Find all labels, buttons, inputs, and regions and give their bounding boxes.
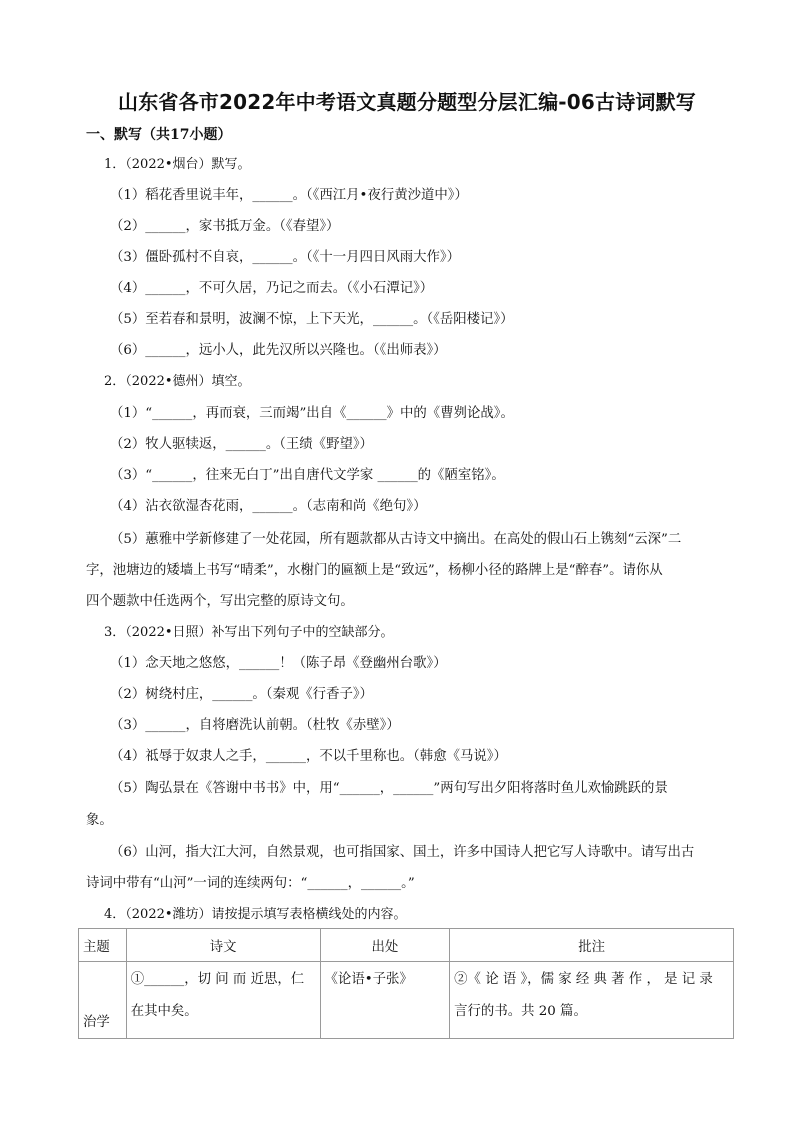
question-4-table	[78, 928, 734, 1039]
question-1-head: 1．（2022•烟台）默写。	[104, 157, 251, 172]
cell-source	[320, 962, 450, 1039]
q3-item-3: （3）______，自将磨洗认前朝。（杜牧《赤壁》）	[110, 718, 400, 733]
cell-poem-line-2: 在其中矣。	[130, 1004, 198, 1019]
cell-note-line-2: 言行的书。共 20 篇。	[454, 1004, 587, 1019]
q2-item-5-line-2: 字，池塘边的矮墙上书写“晴柔”，水榭门的匾额上是“致远”，杨柳小径的路牌上是“醉春”。请你从	[86, 563, 663, 578]
cell-poem	[126, 962, 320, 1039]
table-header-row	[79, 929, 734, 962]
q3-item-5-line-1: （5）陶弘景在《答谢中书书》中，用“______，______”两句写出夕阳将落时鱼儿欢愉跳跃的景	[110, 781, 668, 796]
cell-note-line-1: ②《 论 语 》，儒 家 经 典 著 作 ， 是 记 录	[454, 972, 713, 987]
table-row	[79, 962, 734, 1039]
q2-item-1: （1）“______，再而衰，三而竭”出自《______》中的《曹刿论战》。	[110, 406, 514, 421]
q2-item-5-line-1: （5）蕙雅中学新修建了一处花园，所有题款都从古诗文中摘出。在高处的假山石上镌刻“云深”二	[110, 532, 682, 547]
question-3-head: 3．（2022•日照）补写出下列句子中的空缺部分。	[104, 625, 394, 640]
q3-item-1: （1）念天地之悠悠，______！（陈子昂《登幽州台歌》）	[110, 656, 447, 671]
header-source: 出处	[320, 929, 450, 962]
header-topic: 主题	[79, 929, 127, 962]
cell-source-text: 《论语•子张》	[324, 972, 413, 987]
q3-item-6-line-2: 诗词中带有“山河”一词的连续两句：“______，______。”	[86, 876, 415, 891]
question-2-head: 2．（2022•德州）填空。	[104, 374, 251, 389]
q2-item-5-line-3: 四个题款中任选两个，写出完整的原诗文句。	[86, 594, 354, 609]
q3-item-6-line-1: （6）山河，指大江大河，自然景观，也可指国家、国土，许多中国诗人把它写人诗歌中。请写出古	[110, 845, 695, 860]
q1-item-1: （1）稻花香里说丰年，______。（《西江月•夜行黄沙道中》）	[110, 188, 468, 203]
section-heading: 一、默写（共17小题）	[86, 127, 232, 143]
q1-item-3: （3）僵卧孤村不自哀，______。（《十一月四日风雨大作》）	[110, 250, 460, 265]
q2-item-4: （4）沾衣欲湿杏花雨，______。（志南和尚《绝句》）	[110, 499, 427, 514]
q1-item-5: （5）至若春和景明，波澜不惊，上下天光，______。（《岳阳楼记》）	[110, 312, 514, 327]
cell-topic: 治学	[79, 962, 127, 1039]
cell-poem-line-1: ①______，切 问 而 近思，仁	[130, 972, 305, 987]
q3-item-2: （2）树绕村庄，______。（秦观《行香子》）	[110, 687, 373, 702]
q2-item-3: （3）“______，往来无白丁”出自唐代文学家 ______的《陋室铭》。	[110, 468, 505, 483]
q1-item-6: （6）______，远小人，此先汉所以兴隆也。（《出师表》）	[110, 343, 447, 358]
question-4-head: 4．（2022•潍坊）请按提示填写表格横线处的内容。	[104, 907, 407, 922]
header-poem: 诗文	[126, 929, 320, 962]
q3-item-5-line-2: 象。	[86, 813, 113, 828]
header-note: 批注	[450, 929, 734, 962]
cell-note	[450, 962, 734, 1039]
q2-item-2: （2）牧人驱犊返，______。（王绩《野望》）	[110, 437, 373, 452]
q3-item-4: （4）祗辱于奴隶人之手，______，不以千里称也。（韩愈《马说》）	[110, 749, 507, 764]
document-title: 山东省各市2022年中考语文真题分题型分层汇编-06古诗词默写	[118, 90, 696, 114]
q1-item-4: （4）______，不可久居，乃记之而去。（《小石潭记》）	[110, 281, 434, 296]
q1-item-2: （2）______，家书抵万金。（《春望》）	[110, 219, 340, 234]
